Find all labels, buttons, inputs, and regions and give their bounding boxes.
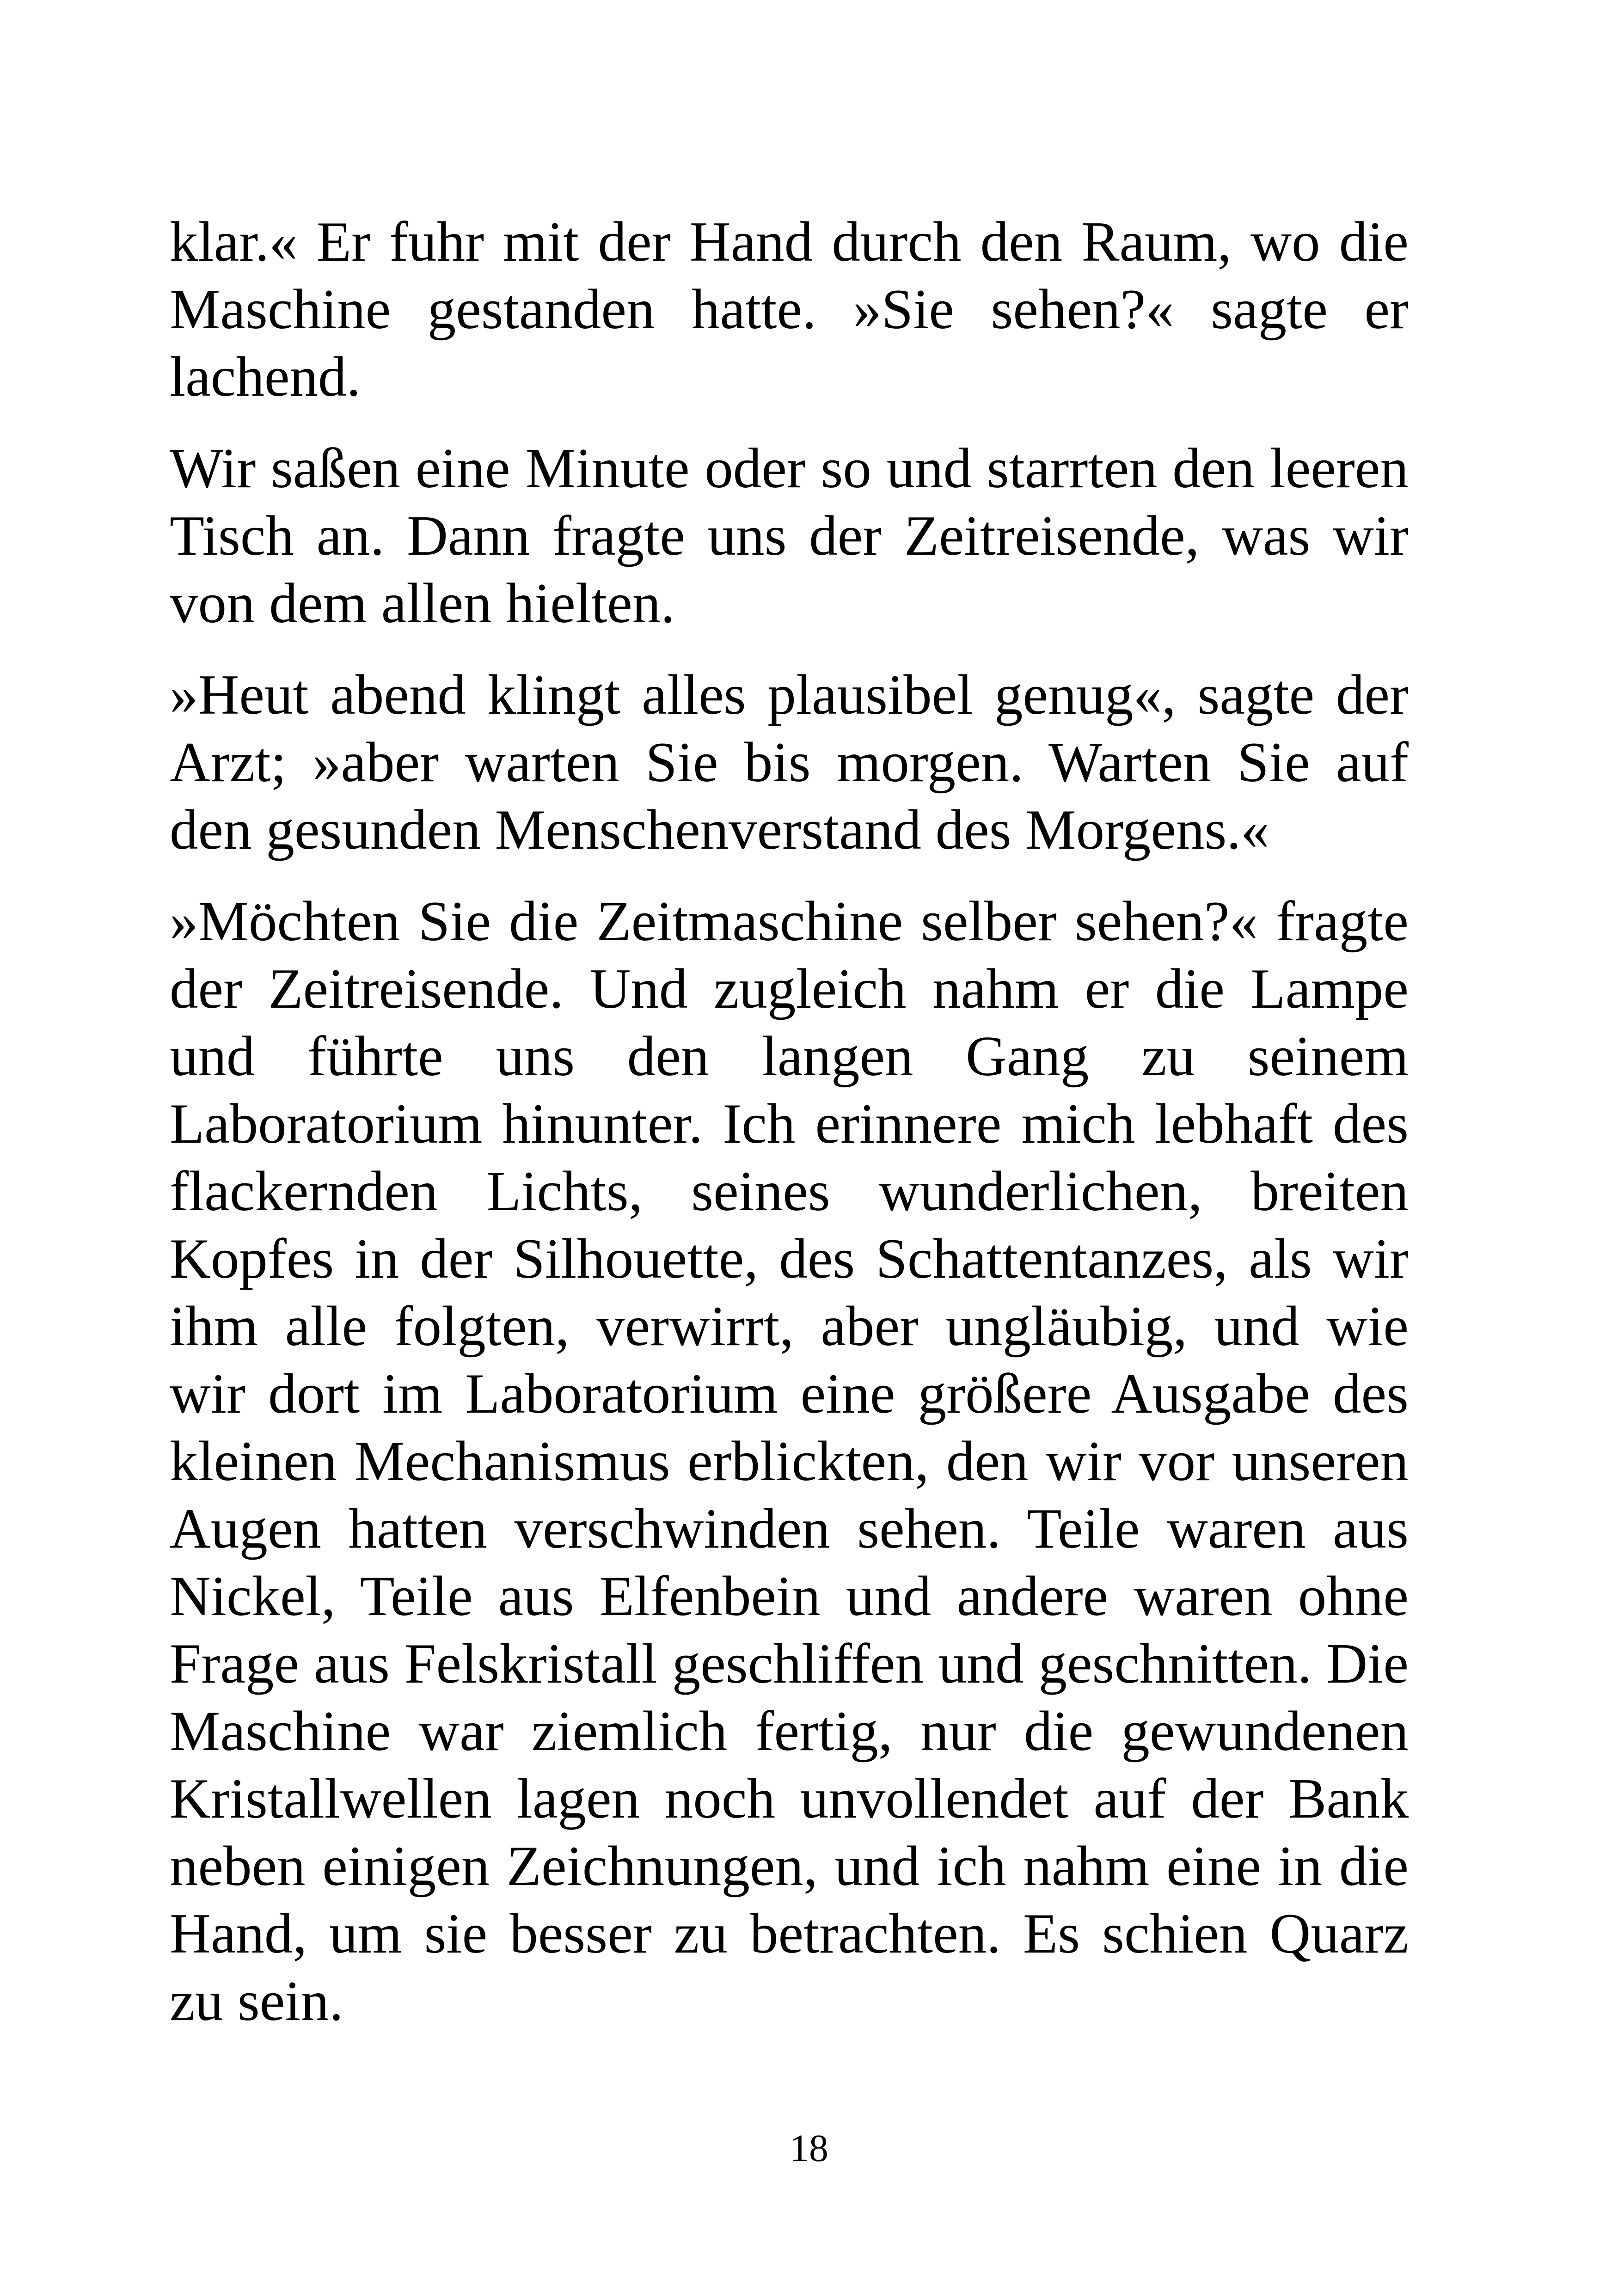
body-text (170, 208, 1409, 2035)
paragraph-1: klar.« Er fuhr mit der Hand durch den Raum, wo die Maschine gestanden hatte. »Sie sehen?« sagte er lachend. (170, 210, 1409, 408)
page-number: 18 (790, 2127, 828, 2170)
paragraph-3: »Heut abend klingt alles plausibel genug«, sagte der Arzt; »aber warten Sie bis morgen. Warten Sie auf den gesunden Menschenverstand des Morgens.« (170, 663, 1409, 861)
paragraph-2: Wir saßen eine Minute oder so und starrten den leeren Tisch an. Dann fragte uns der Zeitreisende, was wir von dem allen hielten. (170, 436, 1409, 635)
paragraph-4: »Möchten Sie die Zeitmaschine selber sehen?« fragte der Zeitreisende. Und zugleich nahm er die Lampe und führte uns den langen Gang zu seinem Laboratorium hinunter. Ich erinnere mich lebhaft des flackernden Lichts, seines wunderlichen, breiten Kopfes in der Silhouette, des Schattentanzes, als wir ihm alle folgten, verwirrt, aber ungläubig, und wie wir dort im Laboratorium eine größere Ausgabe des kleinen Mechanismus erblickten, den wir vor unseren Augen hatten verschwinden sehen. Teile waren aus Nickel, Teile aus Elfenbein und andere waren ohne Frage aus Felskristall geschliffen und geschnitten. Die Maschine war ziemlich fertig, nur die gewundenen Kristallwellen lagen noch unvollendet auf der Bank neben einigen Zeichnungen, und ich nahm eine in die Hand, um sie besser zu betrachten. Es schien Quarz zu sein. (170, 889, 1409, 2033)
